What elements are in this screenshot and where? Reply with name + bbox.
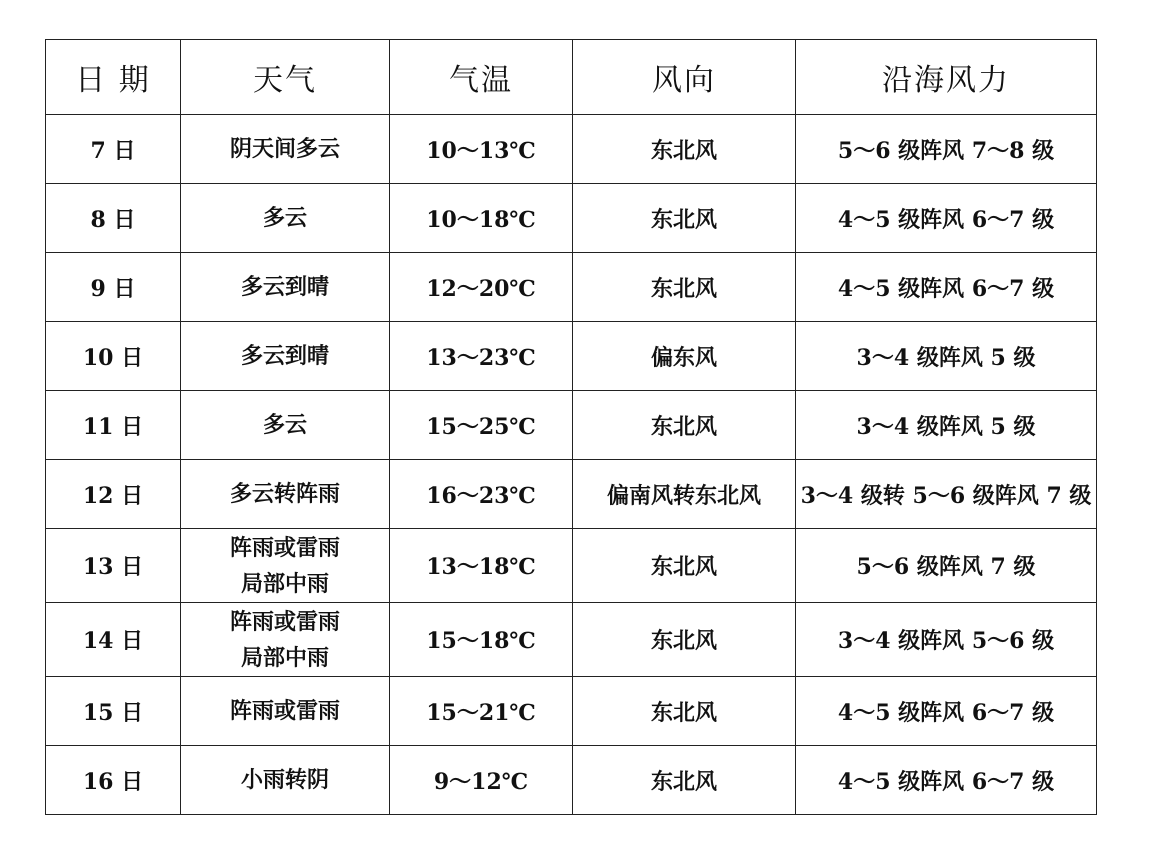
weather-cell (181, 460, 390, 529)
temperature-cell: 9～12℃ (390, 746, 573, 815)
header-row (46, 40, 1097, 115)
table-header (46, 40, 1097, 115)
coastal-wind-force-cell: 3～4 级转 5～6 级阵风 7 级 (796, 460, 1097, 529)
weather-cell (181, 184, 390, 253)
weather-line: 多云转阵雨 (229, 481, 340, 507)
header-coastal-wind-force: 沿海风力 (796, 40, 1097, 115)
weather-line: 多云 (262, 412, 307, 438)
temperature-cell: 16～23℃ (390, 460, 573, 529)
wind-direction-cell: 东北风 (573, 391, 796, 460)
coastal-wind-force-cell: 5～6 级阵风 7 级 (796, 529, 1097, 603)
temperature-cell: 15～18℃ (390, 603, 573, 677)
header-temperature: 气温 (390, 40, 573, 115)
table-row (46, 677, 1097, 746)
table-row (46, 391, 1097, 460)
wind-direction-cell: 东北风 (573, 603, 796, 677)
coastal-wind-force-cell: 3～4 级阵风 5 级 (796, 391, 1097, 460)
weather-cell (181, 746, 390, 815)
wind-direction-cell: 偏东风 (573, 322, 796, 391)
table-row (46, 529, 1097, 603)
weather-line: 多云到晴 (240, 343, 329, 369)
date-cell: 14 日 (46, 603, 181, 677)
wind-direction-cell: 偏南风转东北风 (573, 460, 796, 529)
weather-cell (181, 322, 390, 391)
date-cell: 8 日 (46, 184, 181, 253)
table-row (46, 253, 1097, 322)
coastal-wind-force-cell: 4～5 级阵风 6～7 级 (796, 184, 1097, 253)
weather-cell (181, 391, 390, 460)
weather-line: 局部中雨 (240, 570, 329, 597)
coastal-wind-force-cell: 3～4 级阵风 5 级 (796, 322, 1097, 391)
temperature-cell: 15～25℃ (390, 391, 573, 460)
coastal-wind-force-cell: 4～5 级阵风 6～7 级 (796, 253, 1097, 322)
weather-line: 多云 (262, 205, 307, 231)
table-row (46, 746, 1097, 815)
weather-line: 局部中雨 (240, 644, 329, 671)
weather-cell (181, 529, 390, 603)
weather-line: 阵雨或雷雨 (229, 698, 340, 724)
weather-cell (181, 115, 390, 184)
weather-line: 多云到晴 (240, 274, 329, 300)
table-row (46, 460, 1097, 529)
temperature-cell: 12～20℃ (390, 253, 573, 322)
coastal-wind-force-cell: 3～4 级阵风 5～6 级 (796, 603, 1097, 677)
date-cell: 12 日 (46, 460, 181, 529)
table-row (46, 184, 1097, 253)
wind-direction-cell: 东北风 (573, 184, 796, 253)
temperature-cell: 10～18℃ (390, 184, 573, 253)
wind-direction-cell: 东北风 (573, 677, 796, 746)
weather-line: 阵雨或雷雨 (229, 608, 340, 635)
date-cell: 7 日 (46, 115, 181, 184)
header-date: 日 期 (46, 40, 181, 115)
weather-forecast-table (45, 39, 1097, 815)
coastal-wind-force-cell: 4～5 级阵风 6～7 级 (796, 677, 1097, 746)
temperature-cell: 13～23℃ (390, 322, 573, 391)
weather-cell (181, 253, 390, 322)
date-cell: 15 日 (46, 677, 181, 746)
date-cell: 13 日 (46, 529, 181, 603)
weather-line: 阴天间多云 (229, 136, 340, 162)
date-cell: 10 日 (46, 322, 181, 391)
weather-cell (181, 677, 390, 746)
weather-cell (181, 603, 390, 677)
weather-line: 小雨转阴 (240, 767, 329, 793)
table-row (46, 115, 1097, 184)
temperature-cell: 13～18℃ (390, 529, 573, 603)
wind-direction-cell: 东北风 (573, 746, 796, 815)
table-row (46, 322, 1097, 391)
table-body (46, 115, 1097, 815)
wind-direction-cell: 东北风 (573, 253, 796, 322)
wind-direction-cell: 东北风 (573, 529, 796, 603)
temperature-cell: 15～21℃ (390, 677, 573, 746)
wind-direction-cell: 东北风 (573, 115, 796, 184)
weather-line: 阵雨或雷雨 (229, 534, 340, 561)
header-weather: 天气 (181, 40, 390, 115)
header-wind-direction: 风向 (573, 40, 796, 115)
date-cell: 11 日 (46, 391, 181, 460)
coastal-wind-force-cell: 5～6 级阵风 7～8 级 (796, 115, 1097, 184)
date-cell: 16 日 (46, 746, 181, 815)
temperature-cell: 10～13℃ (390, 115, 573, 184)
date-cell: 9 日 (46, 253, 181, 322)
table-row (46, 603, 1097, 677)
coastal-wind-force-cell: 4～5 级阵风 6～7 级 (796, 746, 1097, 815)
